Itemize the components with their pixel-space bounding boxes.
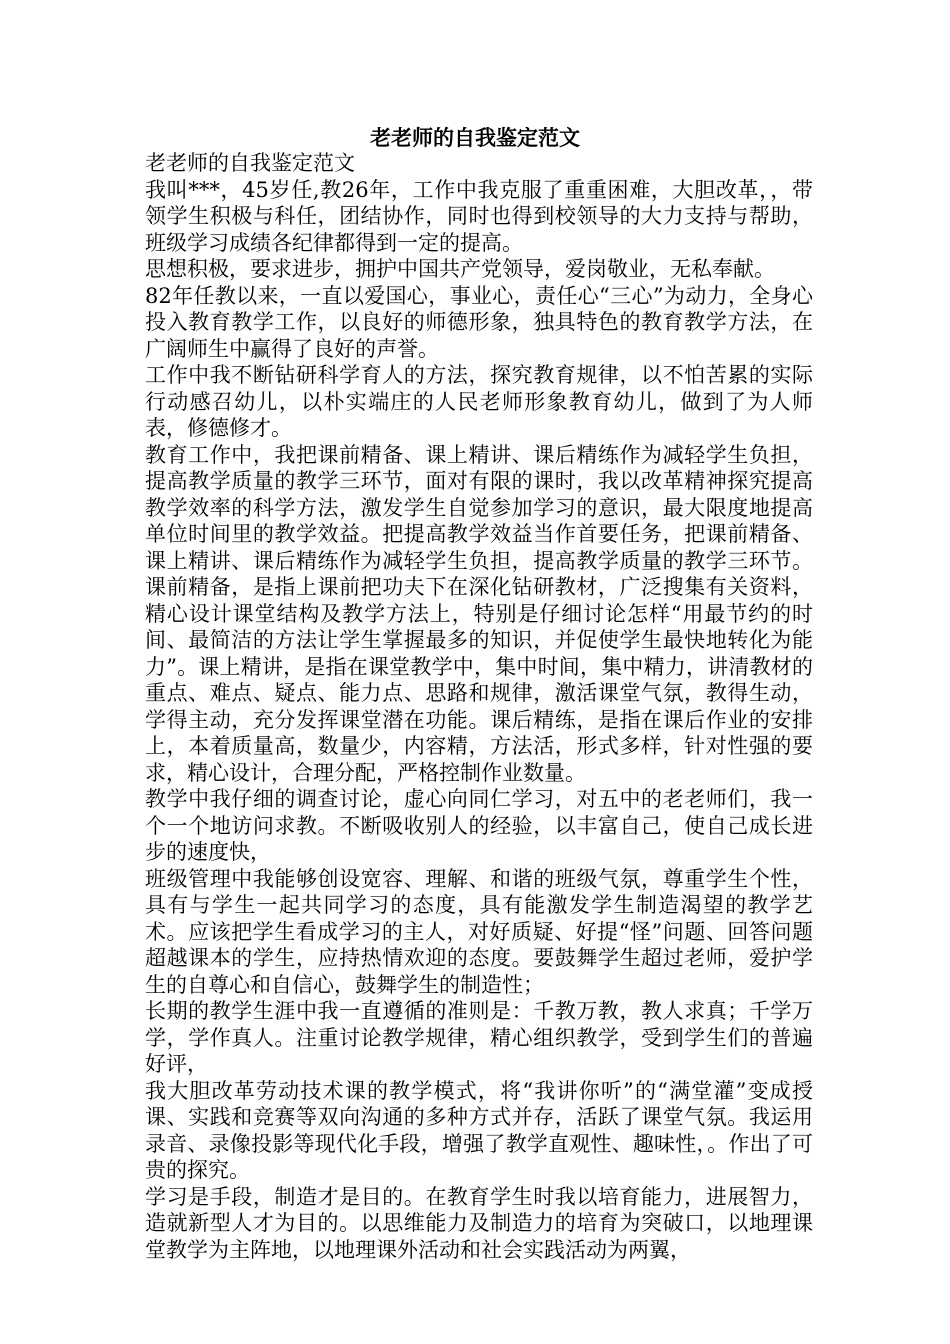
paragraph-since-1982: 82年任教以来，一直以爱国心，事业心，责任心“三心”为动力，全身心投入教育教学工作，以良好的师德形象，独具特色的教育教学方法，在广阔师生中赢得了良好的声誉。 (145, 283, 813, 361)
paragraph-learning-and-creation: 学习是手段，制造才是目的。在教育学生时我以培育能力，进展智力，造就新型人才为目的。以思维能力及制造力的培育为突破口，以地理课堂教学为主阵地，以地理课外活动和社会实践活动为两翼， (145, 1184, 813, 1262)
document-title: 老老师的自我鉴定范文 (370, 125, 580, 150)
paragraph-introduction: 我叫***，45岁任,教26年，工作中我克服了重重困难，大胆改革，，带领学生积极与科任，团结协作，同时也得到校领导的大力支持与帮助，班级学习成绩各纪律都得到一定的提高。 (145, 177, 813, 255)
paragraph-ideology: 思想积极，要求进步，拥护中国共产党领导，爱岗敬业，无私奉献。 (145, 257, 775, 281)
document-body (145, 150, 813, 1263)
paragraph-research-methods: 工作中我不断钻研科学育人的方法，探究教育规律，以不怕苦累的实际行动感召幼儿，以朴实端庄的人民老师形象教育幼儿，做到了为人师表，修德修才。 (145, 363, 813, 440)
paragraph-teaching-work: 教育工作中，我把课前精备、课上精讲、课后精练作为减轻学生负担，提高教学质量的教学三环节，面对有限的课时，我以改革精神探究提高教学效率的科学方法，激发学生自觉参加学习的意识，最大限度地提高单位时间里的教学效益。把提高教学效益当作首要任务，把课前精备、课上精讲、课后精练作为减轻学生负担，提高教学质量的教学三环节。课前精备，是指上课前把功夫下在深化钻研教材，广泛搜集有关资料，精心设计课堂结构及教学方法上，特别是仔细讨论怎样“用最节约的时间、最简洁的方法让学生掌握最多的知识，并促使学生最快地转化为能力”。课上精讲，是指在课堂教学中，集中时间，集中精力，讲清教材的重点、难点、疑点、能力点、思路和规律，激活课堂气氛，教得生动，学得主动，充分发挥课堂潜在功能。课后精练，是指在课后作业的安排上，本着质量高，数量少，内容精，方法活，形式多样，针对性强的要求，精心设计，合理分配，严格控制作业数量。 (145, 442, 813, 785)
paragraph-class-management: 班级管理中我能够创设宽容、理解、和谐的班级气氛，尊重学生个性，具有与学生一起共同学习的态度，具有能激发学生制造渴望的教学艺术。应该把学生看成学习的主人，对好质疑、好提“怪”问题、回答问题超越课本的学生，应持热情欢迎的态度。要鼓舞学生超过老师，爱护学生的自尊心和自信心，鼓舞学生的制造性； (145, 866, 813, 997)
paragraph-teaching-principles: 长期的教学生涯中我一直遵循的准则是：千教万教，教人求真；千学万学，学作真人。注重讨论教学规律，精心组织教学，受到学生们的普遍好评， (145, 999, 813, 1076)
paragraph-subtitle: 老老师的自我鉴定范文 (145, 151, 355, 175)
paragraph-teaching-reform: 我大胆改革劳动技术课的教学模式，将“我讲你听”的“满堂灌”变成授课、实践和竞赛等双向沟通的多种方式并存，活跃了课堂气氛。我运用录音、录像投影等现代化手段，增强了教学直观性、趣味性，。作出了可贵的探究。 (145, 1078, 813, 1182)
paragraph-learning-from-colleagues: 教学中我仔细的调查讨论，虚心向同仁学习，对五中的老老师们，我一个一个地访问求教。不断吸收别人的经验，以丰富自己，使自己成长进步的速度快， (145, 787, 813, 864)
